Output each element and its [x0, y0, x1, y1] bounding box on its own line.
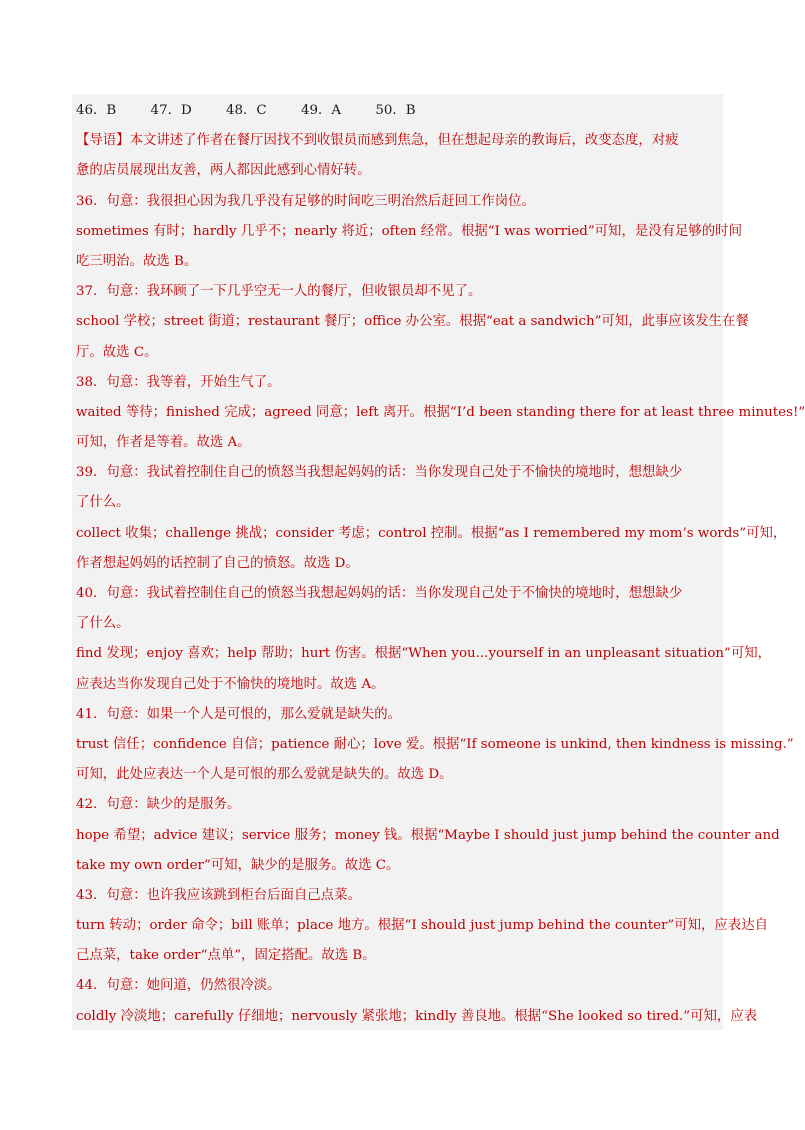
explanation-line: 作者想起妈妈的话控制了自己的愤怒。故选 D。	[76, 555, 359, 571]
guide-text-1: 本文讲述了作者在餐厅因找不到收银员而感到焦急，但在想起母亲的教诲后，改变态度，对疲	[129, 133, 679, 149]
guide-paragraph-line-2	[76, 156, 719, 186]
explanation-line: find 发现；enjoy 喜欢；help 帮助；hurt 伤害。根据“When you...yourself in an unpleasant situation”可知，	[76, 646, 772, 662]
explanation-line: 41．句意：如果一个人是可恨的，那么爱就是缺失的。	[76, 706, 402, 722]
answer-46: 46．B	[76, 103, 117, 118]
guide-text-2: 惫的店员展现出友善，两人都因此感到心情好转。	[76, 163, 371, 179]
guide-paragraph-line-1	[76, 126, 719, 156]
explanation-line: school 学校；street 街道；restaurant 餐厅；office 办公室。根据“eat a sandwich”可知，此事应该发生在餐	[76, 314, 749, 330]
explanation-line: 38．句意：我等着，开始生气了。	[76, 374, 281, 390]
explanation-line: 了什么。	[76, 495, 130, 511]
answer-47: 47．D	[150, 103, 192, 118]
explanation-line: coldly 冷淡地；carefully 仔细地；nervously 紧张地；kindly 善良地。根据“She looked so tired.”可知，应表	[76, 1008, 758, 1024]
explanation-line: hope 希望；advice 建议；service 服务；money 钱。根据“Maybe I should just jump behind the counter and	[76, 827, 780, 843]
explanation-line: 39．句意：我试着控制住自己的愤怒当我想起妈妈的话：当你发现自己处于不愉快的境地时，想想缺少	[76, 465, 683, 481]
explanation-line: 43．句意：也许我应该跳到柜台后面自己点菜。	[76, 887, 361, 903]
explanation-line: 44．句意：她问道，仍然很冷淡。	[76, 978, 281, 994]
answer-48: 48．C	[225, 103, 267, 118]
guide-tag: 【导语】	[76, 133, 130, 149]
explanation-line: collect 收集；challenge 挑战；consider 考虑；control 控制。根据“as I remembered my mom’s words”可知，	[76, 525, 787, 541]
explanation-line: take my own order”可知，缺少的是服务。故选 C。	[76, 857, 400, 873]
explanation-line: 了什么。	[76, 616, 130, 632]
explanation-line: 应表达当你发现自己处于不愉快的境地时。故选 A。	[76, 676, 385, 692]
explanation-line: turn 转动；order 命令；bill 账单；place 地方。根据“I should just jump behind the counter”可知，应表达自	[76, 918, 768, 934]
explanation-line: 37．句意：我环顾了一下几乎空无一人的餐厅，但收银员却不见了。	[76, 284, 482, 300]
explanation-line: 己点菜，take order“点单”，固定搭配。故选 B。	[76, 948, 376, 964]
answer-explanation-block	[72, 94, 805, 1030]
explanation-line: trust 信任；confidence 自信；patience 耐心；love 爱。根据“If someone is unkind, then kindness is missing.”	[76, 736, 794, 752]
explanation-line: sometimes 有时；hardly 几乎不；nearly 将近；often 经常。根据“I was worried”可知，是没有足够的时间	[76, 223, 742, 239]
explanation-line: 厅。故选 C。	[76, 344, 158, 360]
explanation-line: 可知，作者是等着。故选 A。	[76, 435, 251, 451]
answer-50: 50．B	[375, 103, 416, 118]
answer-key-row	[76, 96, 719, 126]
explanation-line: waited 等待；finished 完成；agreed 同意；left 离开。根据“I’d been standing there for at least three minutes!”	[76, 404, 805, 420]
answer-49: 49．A	[300, 103, 342, 118]
explanation-line: 吃三明治。故选 B。	[76, 253, 198, 269]
explanation-line: 36．句意：我很担心因为我几乎没有足够的时间吃三明治然后赶回工作岗位。	[76, 193, 535, 209]
explanation-line: 40．句意：我试着控制住自己的愤怒当我想起妈妈的话：当你发现自己处于不愉快的境地时，想想缺少	[76, 586, 683, 601]
explanation-line: 可知，此处应表达一个人是可恨的那么爱就是缺失的。故选 D。	[76, 767, 453, 783]
explanation-line: 42．句意：缺少的是服务。	[76, 797, 241, 813]
